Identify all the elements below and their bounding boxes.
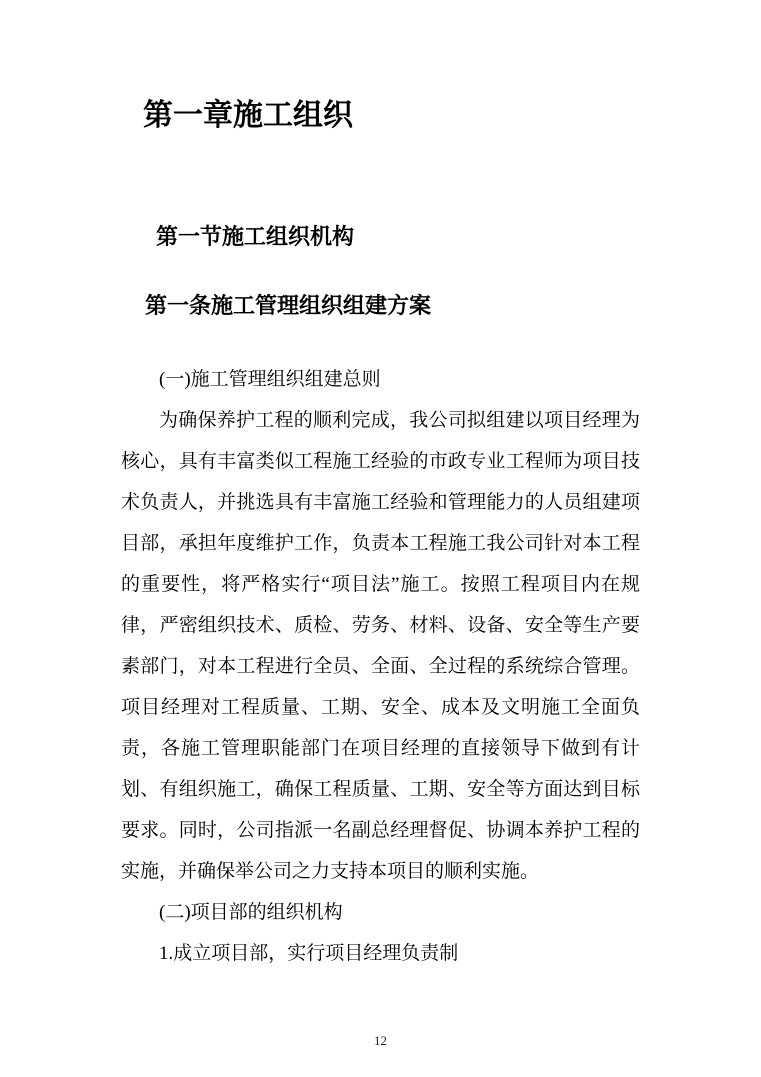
paragraph-subheading-two: (二)项目部的组织机构 xyxy=(159,902,343,923)
chapter-heading: 第一章施工组织 xyxy=(143,99,353,132)
page-number: 12 xyxy=(374,1033,387,1048)
article-heading: 第一条施工管理组织组建方案 xyxy=(145,293,432,318)
paragraph-subheading-one: (一)施工管理组织组建总则 xyxy=(159,369,381,390)
paragraph-body-main: 为确保养护工程的顺利完成，我公司拟组建以项目经理为核心，具有丰富类似工程施工经验的市政专业工程师为项目技术负责人，并挑选具有丰富施工经验和管理能力的人员组建项目部，承担年度维护工作，负责本工程施工我公司针对本工程的重要性，将严格实行“项目法”施工。按照工程项目内在规律，严密组织技术、质检、劳务、材料、设备、安全等生产要素部门，对本工程进行全员、全面、全过程的系统综合管理。项目经理对工程质量、工期、安全、成本及文明施工全面负责，各施工管理职能部门在项目经理的直接领导下做到有计划、有组织施工，确保工程质量、工期、安全等方面达到目标要求。同时，公司指派一名副总经理督促、协调本养护工程的实施，并确保举公司之力支持本项目的顺利实施。 xyxy=(121,410,640,882)
paragraph-numbered-item: 1.成立项目部，实行项目经理负责制 xyxy=(159,943,459,964)
body-text-block xyxy=(121,359,640,974)
section-heading: 第一节施工组织机构 xyxy=(156,224,355,249)
